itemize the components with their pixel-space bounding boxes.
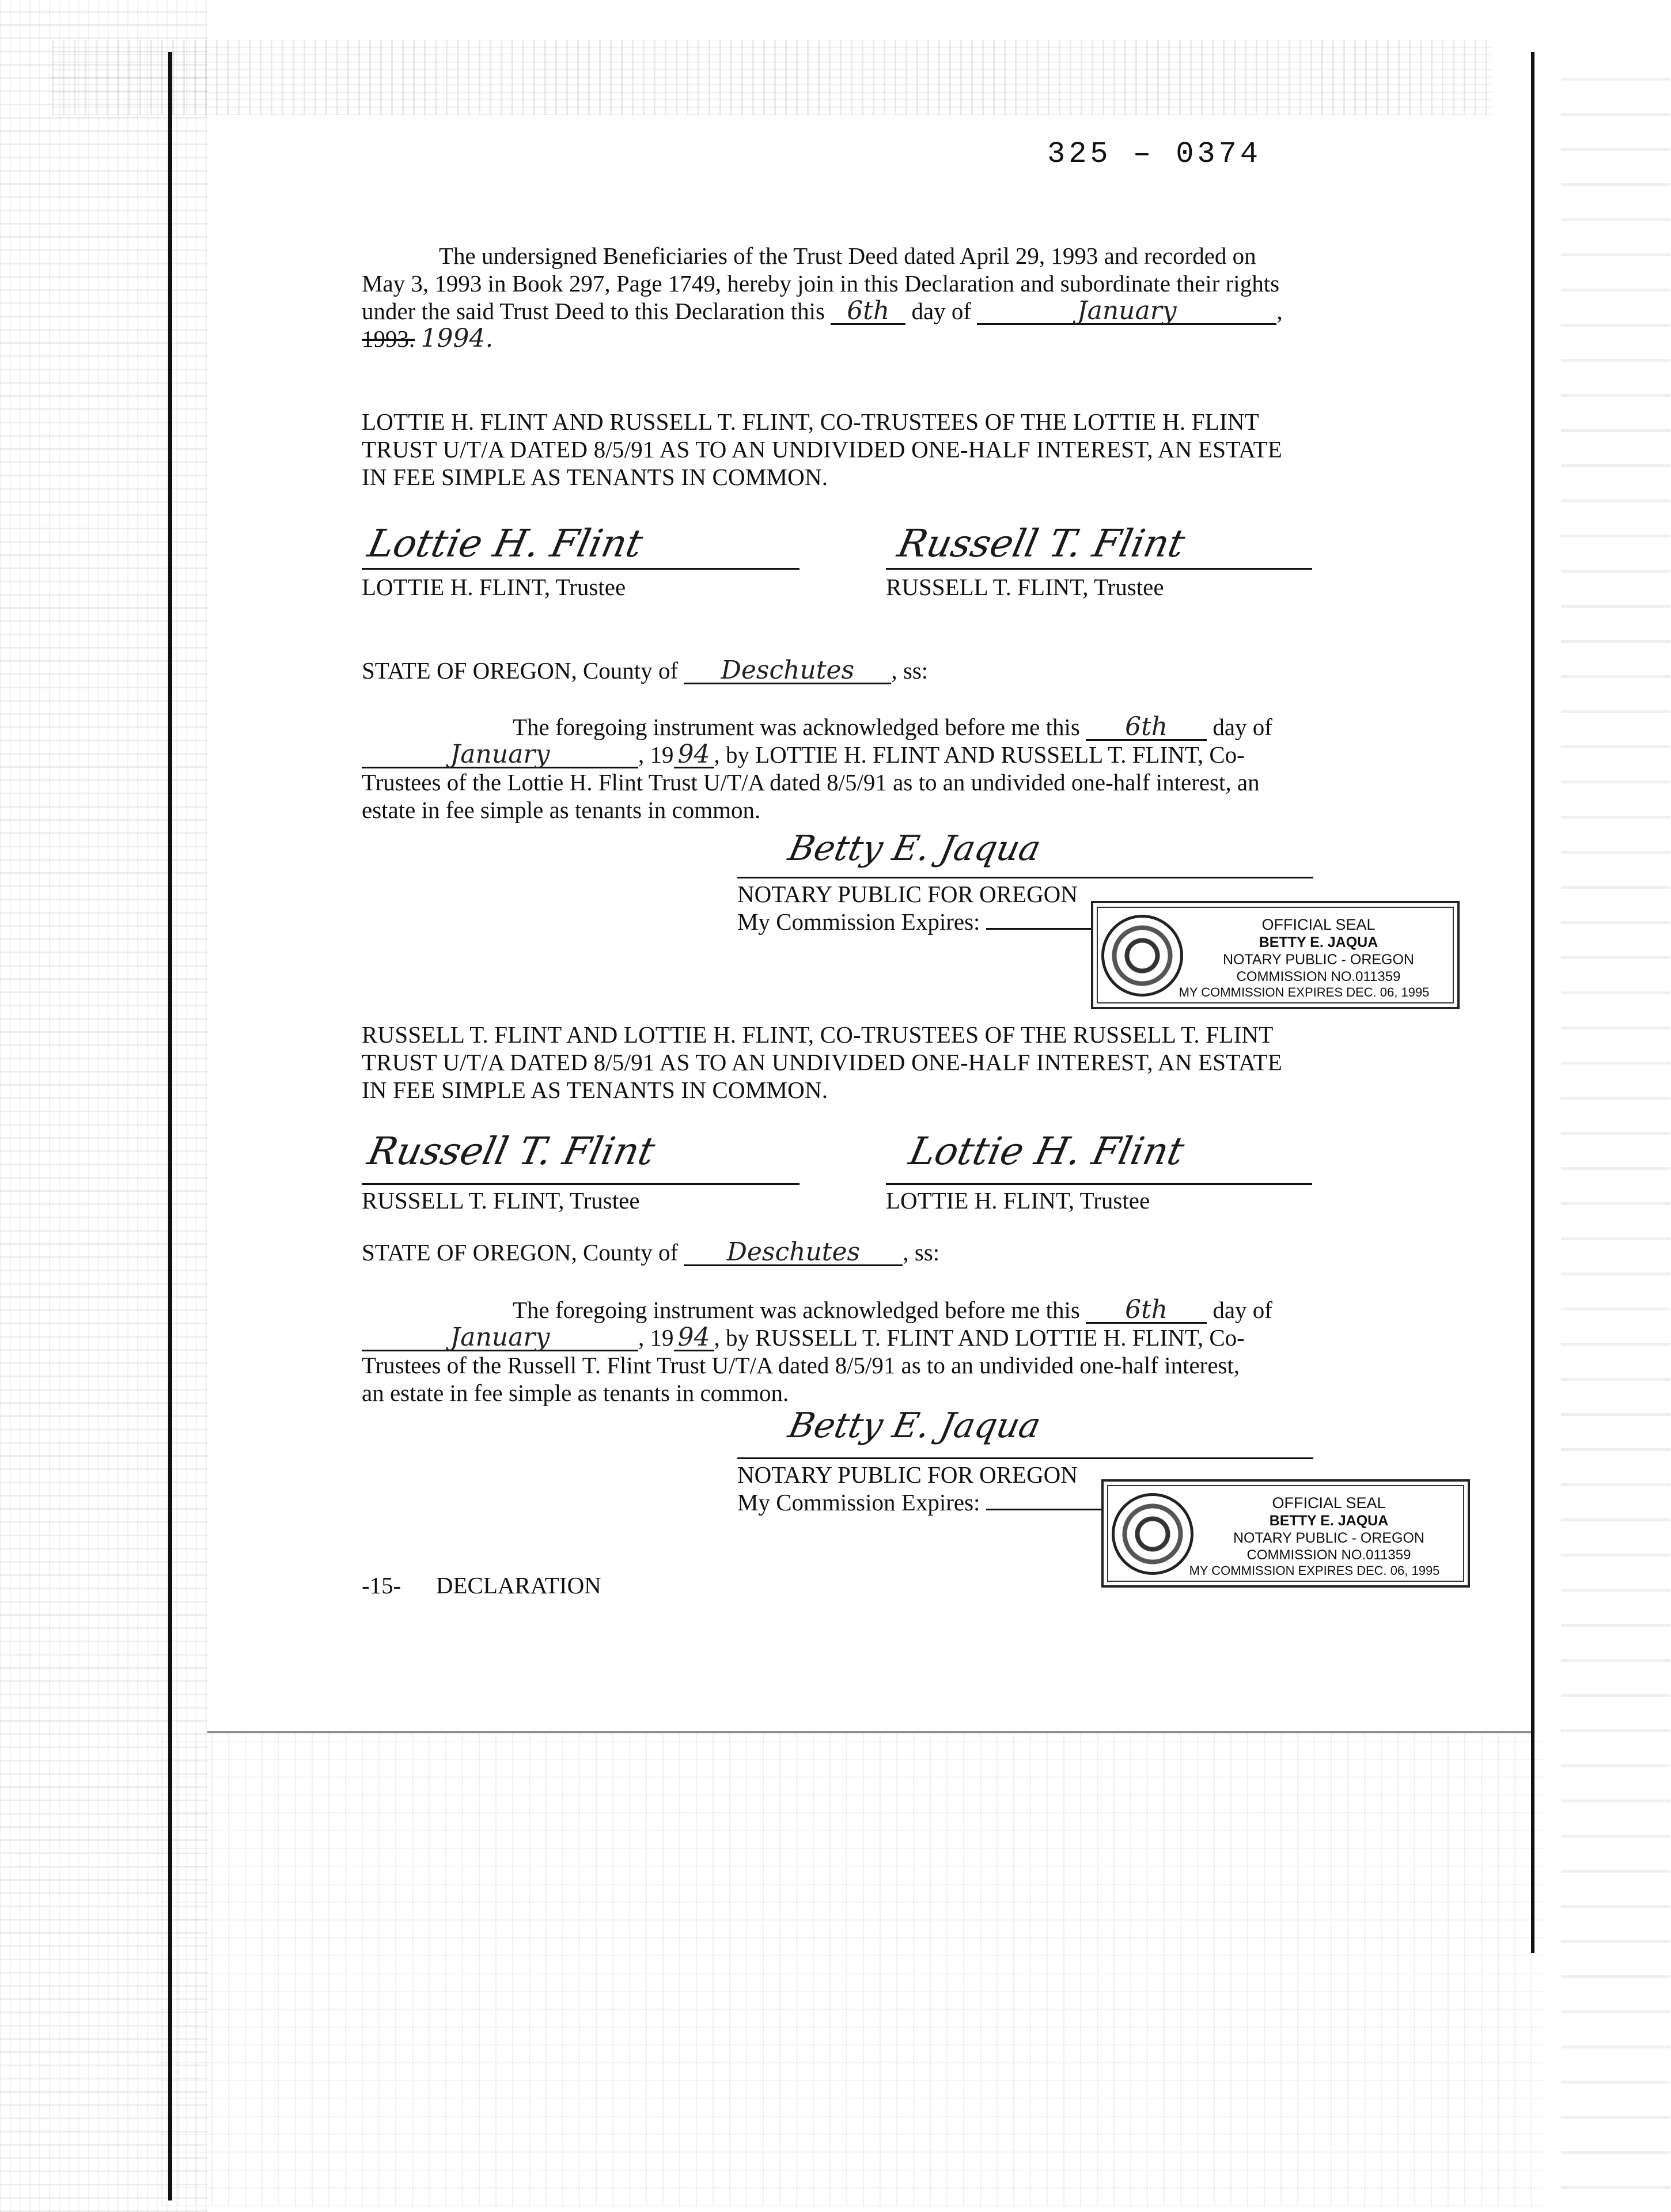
ack1-line-1	[513, 713, 1272, 741]
ack1-state-line	[362, 657, 928, 684]
trust2-left-signature-line	[362, 1183, 799, 1185]
trust2-heading-line-3: IN FEE SIMPLE AS TENANTS IN COMMON.	[362, 1077, 828, 1103]
seal-1-expires: MY COMMISSION EXPIRES DEC. 06, 1995	[1179, 985, 1430, 999]
ack2-line-2-b: , by RUSSELL T. FLINT AND LOTTIE H. FLINT, Co-	[714, 1324, 1245, 1351]
scan-noise-bottom	[161, 1734, 1544, 2206]
ack2-state-line	[362, 1238, 939, 1266]
ack2-month-field	[362, 1325, 638, 1351]
ack1-line-4: estate in fee simple as tenants in common.	[362, 797, 761, 823]
ack1-commission-label: My Commission Expires:	[737, 908, 980, 935]
seal-1-name: BETTY E. JAQUA	[1259, 934, 1378, 950]
scan-border-left	[168, 52, 172, 2200]
ack2-notary-label: NOTARY PUBLIC FOR OREGON	[737, 1461, 1078, 1488]
intro-line-3: under the said Trust Deed to this Declaration this 6th day of January ,	[362, 296, 1283, 325]
trust2-left-signature: Russell T. Flint	[363, 1129, 659, 1173]
ack2-commission-field	[986, 1509, 1101, 1510]
footer-title: DECLARATION	[435, 1572, 601, 1599]
ack1-notary-label: NOTARY PUBLIC FOR OREGON	[737, 881, 1078, 907]
ack1-line-2-a: , 19	[638, 741, 674, 768]
seal-2-role: NOTARY PUBLIC - OREGON	[1233, 1530, 1424, 1546]
seal-1-title: OFFICIAL SEAL	[1261, 916, 1376, 933]
intro-line-1: The undersigned Beneficiaries of the Trust Deed dated April 29, 1993 and recorded on	[439, 243, 1256, 269]
footer-page-number: -15-	[362, 1572, 401, 1599]
trust2-right-signature: Lottie H. Flint	[905, 1129, 1188, 1173]
ack1-line-2	[362, 741, 1245, 768]
trust2-left-label: RUSSELL T. FLINT, Trustee	[362, 1187, 640, 1214]
ack2-line-2-a: , 19	[638, 1324, 674, 1351]
trust1-heading-line-2: TRUST U/T/A DATED 8/5/91 AS TO AN UNDIVIDED ONE-HALF INTEREST, AN ESTATE	[362, 436, 1282, 463]
page-number-stamp: 325 – 0374	[1047, 137, 1262, 171]
ack1-line-3: Trustees of the Lottie H. Flint Trust U/T/A dated 8/5/91 as to an undivided one-half interest, an	[362, 769, 1260, 796]
footer	[362, 1571, 601, 1599]
ack2-day-of: day of	[1212, 1297, 1272, 1323]
official-seal-2	[1101, 1479, 1470, 1588]
scan-noise-right	[1561, 58, 1670, 2189]
scan-noise-top	[52, 40, 1492, 115]
ack2-state-label: STATE OF OREGON, County of	[362, 1239, 679, 1266]
trust1-heading-line-3: IN FEE SIMPLE AS TENANTS IN COMMON.	[362, 464, 828, 490]
ack1-county-field	[684, 658, 891, 684]
ack2-line-1	[513, 1296, 1272, 1324]
ack2-ss: , ss:	[903, 1239, 940, 1266]
trust1-left-signature: Lottie H. Flint	[363, 521, 647, 566]
ack2-year-field	[674, 1325, 714, 1351]
intro-day-field	[831, 296, 905, 325]
trust2-right-label: LOTTIE H. FLINT, Trustee	[886, 1187, 1150, 1214]
ack1-notary-signature: Betty E. Jaqua	[785, 828, 1044, 869]
seal-1-commission: COMMISSION NO.011359	[1236, 969, 1401, 984]
ack2-line-4: an estate in fee simple as tenants in common.	[362, 1380, 789, 1406]
seal-2-expires: MY COMMISSION EXPIRES DEC. 06, 1995	[1189, 1563, 1440, 1578]
ack1-line-2-b: , by LOTTIE H. FLINT AND RUSSELL T. FLINT, Co-	[714, 741, 1245, 768]
intro-month-field	[977, 296, 1276, 325]
trust1-right-signature-line	[886, 568, 1312, 570]
ack1-ss: , ss:	[891, 657, 929, 684]
ack1-month-field	[362, 740, 638, 769]
intro-year	[362, 325, 493, 353]
ack1-month-handwritten: January	[450, 740, 550, 769]
ack1-commission-field	[986, 928, 1101, 930]
oregon-seal-icon	[1101, 915, 1183, 997]
seal-2-commission: COMMISSION NO.011359	[1246, 1547, 1411, 1563]
trust1-heading-line-1: LOTTIE H. FLINT AND RUSSELL T. FLINT, CO-TRUSTEES OF THE LOTTIE H. FLINT	[362, 408, 1259, 435]
ack1-day-of: day of	[1212, 714, 1272, 740]
oregon-seal-icon	[1112, 1493, 1193, 1575]
official-seal-1	[1091, 901, 1460, 1009]
intro-month-handwritten: January	[1077, 296, 1177, 325]
trust2-heading-line-2: TRUST U/T/A DATED 8/5/91 AS TO AN UNDIVIDED ONE-HALF INTEREST, AN ESTATE	[362, 1049, 1282, 1075]
intro-line-2: May 3, 1993 in Book 297, Page 1749, hereby join in this Declaration and subordinate their rights	[362, 270, 1280, 297]
intro-line-3-text: under the said Trust Deed to this Declaration this	[362, 298, 825, 324]
ack2-notary-signature: Betty E. Jaqua	[785, 1406, 1044, 1446]
ack2-commission-line	[737, 1488, 1101, 1516]
scan-border-bottom	[207, 1731, 1532, 1733]
ack1-commission-line	[737, 908, 1101, 935]
trust1-left-label: LOTTIE H. FLINT, Trustee	[362, 574, 626, 600]
ack2-county-field	[684, 1237, 903, 1267]
scan-border-right	[1531, 52, 1534, 1953]
ack2-year-handwritten: 94	[677, 1323, 710, 1352]
ack2-line-1-text: The foregoing instrument was acknowledged before me this	[513, 1297, 1080, 1323]
ack2-day-handwritten: 6th	[1125, 1295, 1168, 1324]
ack1-state-label: STATE OF OREGON, County of	[362, 657, 679, 684]
ack1-notary-signature-line	[737, 877, 1313, 878]
ack1-line-1-text: The foregoing instrument was acknowledged before me this	[513, 714, 1080, 740]
ack1-year-handwritten: 94	[677, 740, 710, 769]
trust2-right-signature-line	[886, 1183, 1312, 1185]
trust1-right-signature: Russell T. Flint	[893, 521, 1189, 566]
intro-year-handwritten: 1994.	[420, 324, 494, 353]
trust2-heading-line-1: RUSSELL T. FLINT AND LOTTIE H. FLINT, CO-TRUSTEES OF THE RUSSELL T. FLINT	[362, 1021, 1274, 1048]
seal-2-name: BETTY E. JAQUA	[1269, 1513, 1389, 1529]
ack2-day-field	[1086, 1295, 1207, 1324]
ack2-month-handwritten: January	[450, 1323, 550, 1352]
ack1-day-field	[1086, 712, 1207, 741]
ack1-county-handwritten: Deschutes	[721, 656, 855, 685]
ack2-line-3: Trustees of the Russell T. Flint Trust U/T/A dated 8/5/91 as to an undivided one-half interest,	[362, 1352, 1240, 1378]
ack1-year-field	[674, 740, 714, 769]
ack2-line-2	[362, 1324, 1245, 1351]
ack2-notary-signature-line	[737, 1457, 1313, 1459]
trust1-left-signature-line	[362, 568, 799, 570]
trust1-right-label: RUSSELL T. FLINT, Trustee	[886, 574, 1164, 600]
ack2-county-handwritten: Deschutes	[726, 1237, 861, 1267]
seal-2-title: OFFICIAL SEAL	[1272, 1494, 1386, 1512]
intro-day-of: day of	[911, 298, 972, 324]
ack2-commission-label: My Commission Expires:	[737, 1489, 980, 1516]
intro-day-handwritten: 6th	[847, 296, 890, 325]
intro-year-struck: 1993.	[362, 325, 415, 352]
ack1-day-handwritten: 6th	[1125, 712, 1168, 741]
seal-1-role: NOTARY PUBLIC - OREGON	[1222, 952, 1414, 968]
